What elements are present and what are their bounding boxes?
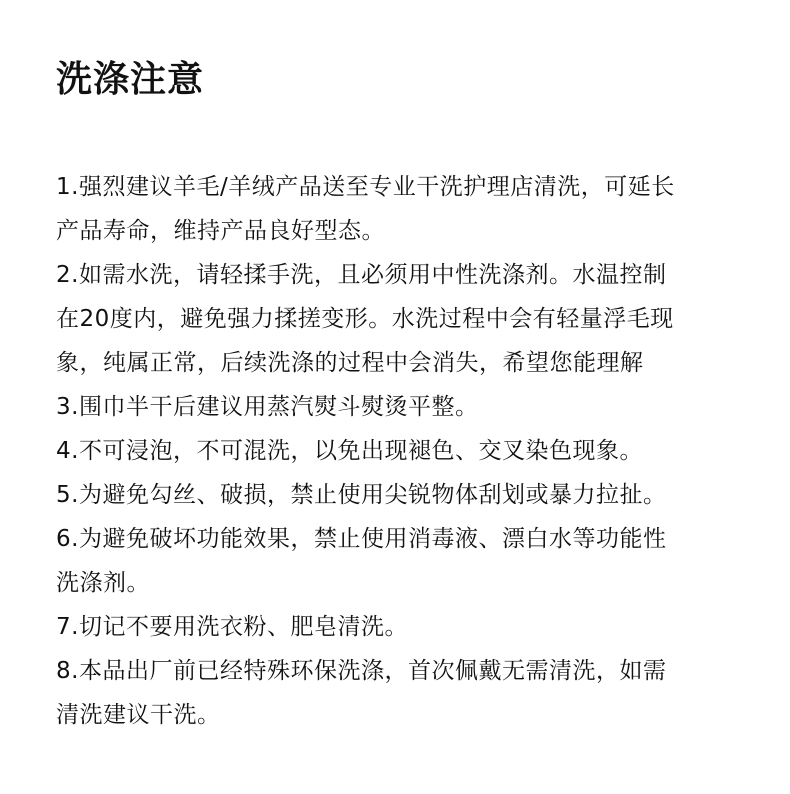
care-note-7 xyxy=(56,605,746,649)
note-line: 8.本品出厂前已经特殊环保洗涤，首次佩戴无需清洗，如需 xyxy=(56,658,667,684)
note-line: 4.不可浸泡，不可混洗，以免出现褪色、交叉染色现象。 xyxy=(56,438,643,464)
care-notes-list xyxy=(56,165,746,737)
care-note-6 xyxy=(56,517,746,605)
note-line: 在20度内，避免强力揉搓变形。水洗过程中会有轻量浮毛现 xyxy=(56,306,674,332)
note-line: 象，纯属正常，后续洗涤的过程中会消失，希望您能理解 xyxy=(56,350,644,376)
care-note-5 xyxy=(56,473,746,517)
care-note-1 xyxy=(56,165,746,253)
care-note-3 xyxy=(56,385,746,429)
care-note-4 xyxy=(56,429,746,473)
note-line: 清洗建议干洗。 xyxy=(56,702,221,728)
note-line: 3.围巾半干后建议用蒸汽熨斗熨烫平整。 xyxy=(56,394,479,420)
note-line: 2.如需水洗，请轻揉手洗，且必须用中性洗涤剂。水温控制 xyxy=(56,262,667,288)
note-line: 5.为避免勾丝、破损，禁止使用尖锐物体刮划或暴力拉扯。 xyxy=(56,482,667,508)
care-note-8 xyxy=(56,649,746,737)
note-line: 6.为避免破坏功能效果，禁止使用消毒液、漂白水等功能性 xyxy=(56,526,667,552)
note-line: 1.强烈建议羊毛/羊绒产品送至专业干洗护理店清洗，可延长 xyxy=(56,174,675,200)
page-title: 洗涤注意 xyxy=(56,59,205,100)
care-note-2 xyxy=(56,253,746,385)
note-line: 产品寿命，维持产品良好型态。 xyxy=(56,218,385,244)
note-line: 洗涤剂。 xyxy=(56,570,150,596)
note-line: 7.切记不要用洗衣粉、肥皂清洗。 xyxy=(56,614,408,640)
